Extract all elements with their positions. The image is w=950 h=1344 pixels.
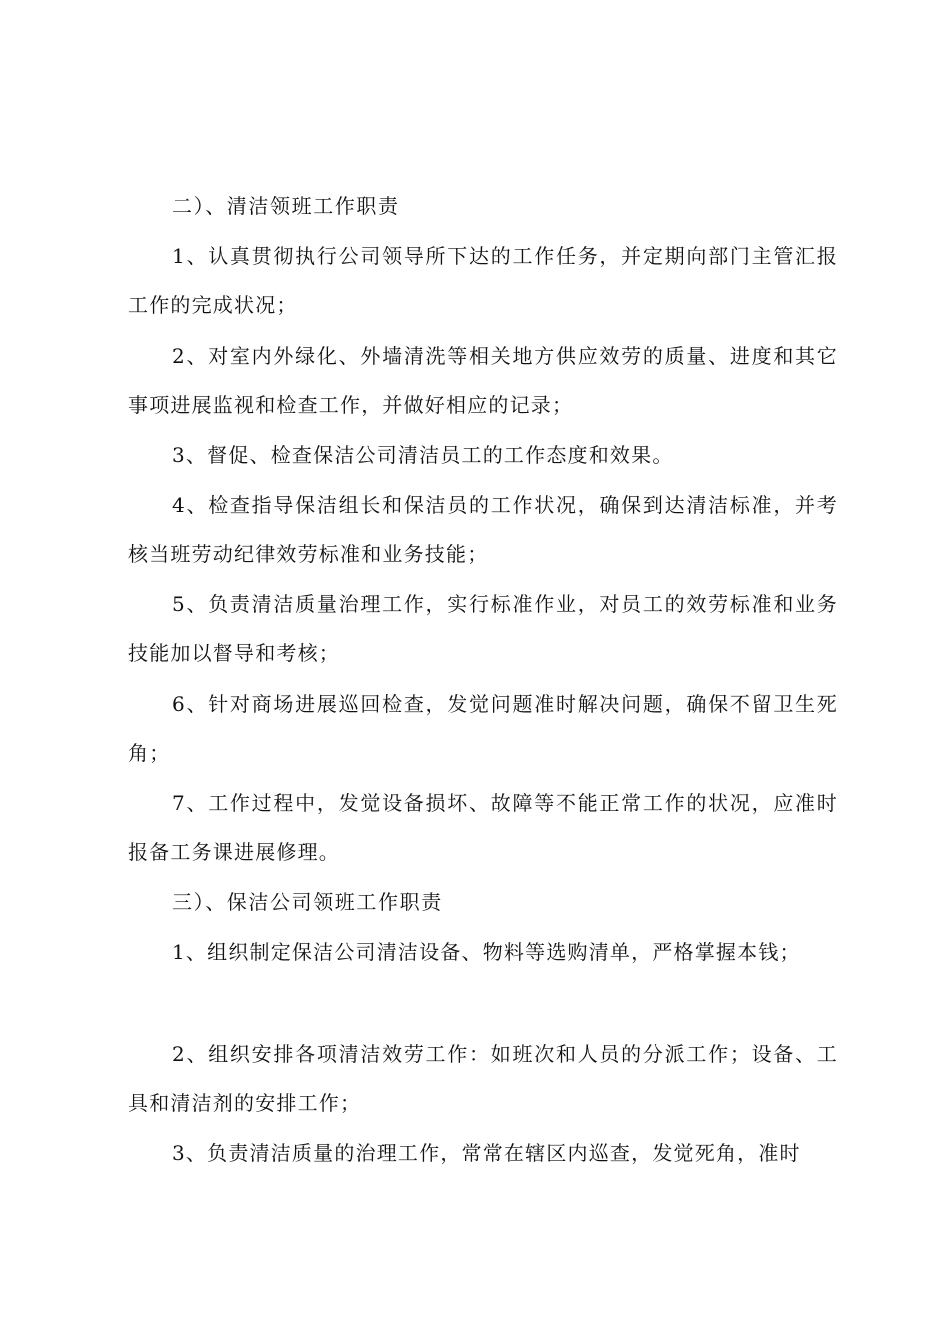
section-heading-2: 二）、清洁领班工作职责 (172, 194, 400, 218)
section-3-item-1: 1、组织制定保洁公司清洁设备、物料等选购清单，严格掌握本钱； (172, 940, 801, 964)
section-heading-3: 三）、保洁公司领班工作职责 (172, 890, 443, 914)
section-2-item-5: 5、负责清洁质量治理工作，实行标准作业，对员工的效劳标准和业务技能加以督导和考核； (128, 592, 838, 665)
section-3-item-3: 3、负责清洁质量的治理工作，常常在辖区内巡查，发觉死角，准时 (172, 1141, 801, 1165)
section-2-item-7: 7、工作过程中，发觉设备损坏、故障等不能正常工作的状况，应准时报备工务课进展修理。 (128, 791, 838, 864)
section-2-item-1: 1、认真贯彻执行公司领导所下达的工作任务，并定期向部门主管汇报工作的完成状况； (128, 244, 838, 317)
section-2-item-3: 3、督促、检查保洁公司清洁员工的工作态度和效果。 (172, 443, 674, 467)
section-2-item-6: 6、针对商场进展巡回检查，发觉问题准时解决问题，确保不留卫生死角； (128, 692, 838, 765)
section-3-item-2: 2、组织安排各项清洁效劳工作：如班次和人员的分派工作；设备、工具和清洁剂的安排工作； (128, 1042, 838, 1115)
section-2-item-2: 2、对室内外绿化、外墙清洗等相关地方供应效劳的质量、进度和其它事项进展监视和检查工作，并做好相应的记录； (128, 344, 838, 417)
section-2-item-4: 4、检查指导保洁组长和保洁员的工作状况，确保到达清洁标准，并考核当班劳动纪律效劳标准和业务技能； (128, 493, 838, 566)
